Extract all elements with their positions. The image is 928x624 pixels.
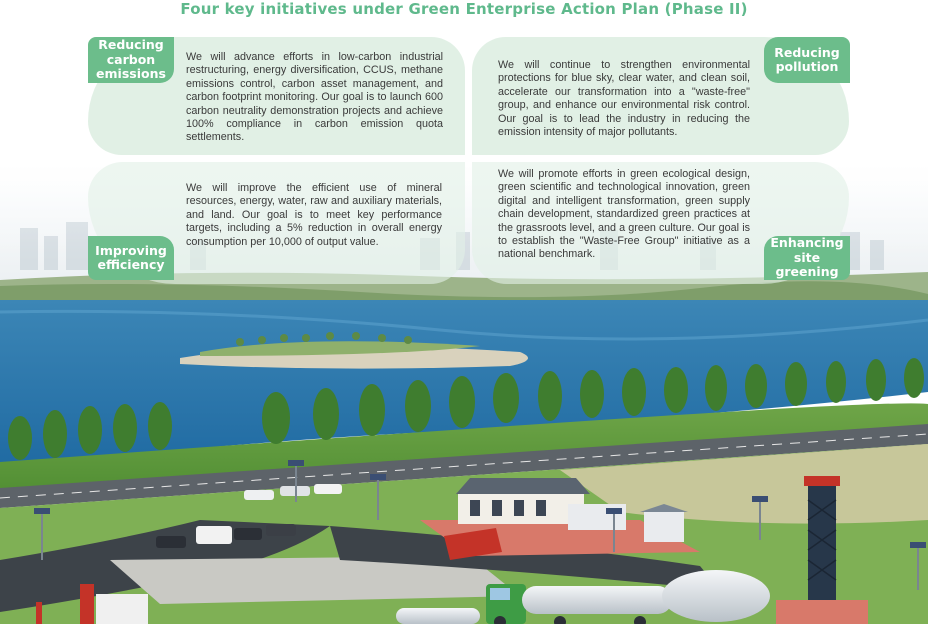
- label-line: site greening: [775, 249, 839, 280]
- label-line: Enhancing: [770, 235, 844, 251]
- enhancing-site-greening-text: We will promote efforts in green ecological design, green scientific and technological innovation, green digital and intelligent transformation, green supply chain development, standardized green practices at the grassroots level, and a green culture. Our goal is to establish the "Waste-Free Group" initiative as a national benchmark.: [498, 168, 750, 261]
- label-improving-efficiency: [88, 236, 174, 280]
- improving-efficiency-text: We will improve the efficient use of mineral resources, energy, water, raw and auxiliary materials, and land. Our goal is to meet key performance targets, including a 5% reduction in overall energy consumption per 10,000 of output value.: [186, 182, 442, 248]
- label-reducing-carbon-emissions: [88, 37, 174, 83]
- reducing-carbon-emissions-text: We will advance efforts in low-carbon industrial restructuring, energy diversification, CCUS, methane emissions control, carbon asset management, and carbon footprint monitoring. Our goal is to launch 600 carbon neutrality demonstration projects and achieve 100% compliance in carbon emission quota settlements.: [186, 51, 443, 144]
- page-title: Four key initiatives under Green Enterprise Action Plan (Phase II): [180, 0, 748, 18]
- label-line: Reducing: [98, 37, 164, 53]
- label-enhancing-site-greening: [764, 236, 850, 280]
- label-line: pollution: [775, 59, 839, 74]
- label-line: emissions: [96, 66, 166, 82]
- label-line: efficiency: [97, 257, 165, 272]
- label-line: Reducing: [774, 44, 840, 60]
- label-reducing-pollution: [764, 37, 850, 83]
- label-line: Improving: [95, 242, 167, 258]
- label-line: carbon: [106, 51, 156, 67]
- reducing-pollution-text: We will continue to strengthen environmental protections for blue sky, clear water, and clean soil, accelerate our transformation into a "waste-free" group, and enhance our environmental risk control. Our goal is to lead the industry in reducing the emission intensity of major pollutants.: [498, 59, 750, 139]
